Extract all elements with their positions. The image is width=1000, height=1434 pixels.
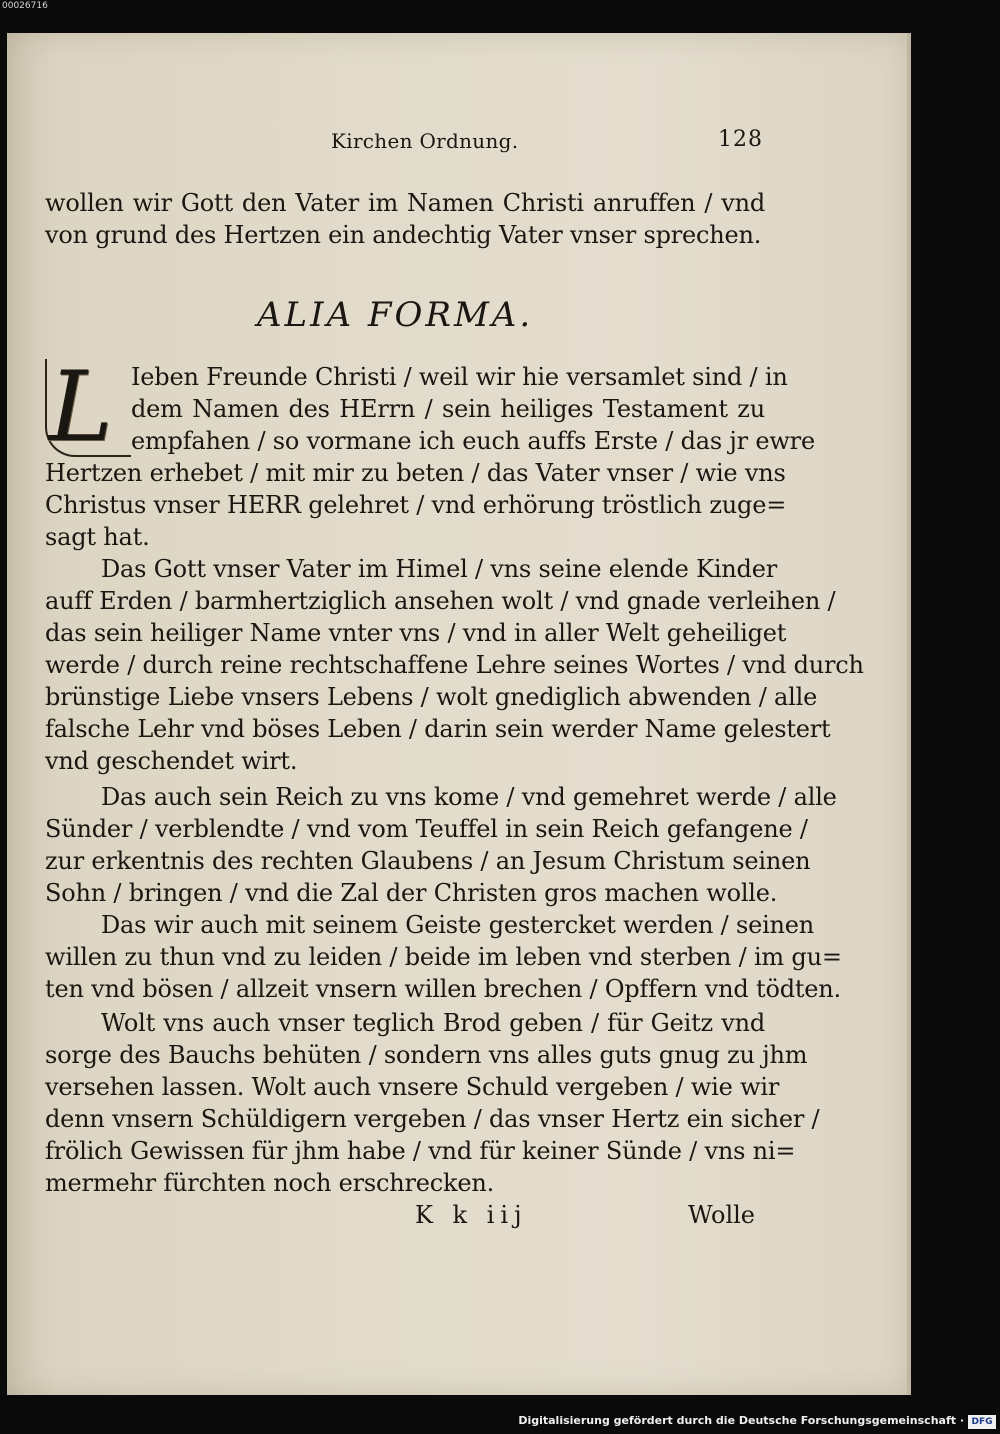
text-line: empfahen / so vormane ich euch auffs Erste / das jr ewre — [131, 427, 815, 455]
section-title: ALIA FORMA. — [257, 295, 534, 335]
text-line: brünstige Liebe vnsers Lebens / wolt gnediglich abwenden / alle — [45, 683, 818, 711]
text-line: Christus vnser HERR gelehret / vnd erhörung tröstlich zuge= — [45, 491, 787, 519]
catchword: Wolle — [687, 1201, 755, 1229]
text-line: dem Namen des HErrn / sein heiliges Testament zu — [131, 395, 765, 423]
text-line: ten vnd bösen / allzeit vnsern willen brechen / Opffern vnd tödten. — [45, 975, 841, 1003]
dfg-credit-bar — [0, 1404, 1000, 1434]
text-line: von grund des Hertzen ein andechtig Vater vnser sprechen. — [45, 221, 762, 249]
page-header — [45, 129, 765, 157]
text-line: mermehr fürchten noch erschrecken. — [45, 1169, 495, 1197]
page-number: 128 — [718, 127, 763, 152]
text-line: frölich Gewissen für jhm habe / vnd für keiner Sünde / vns ni= — [45, 1137, 796, 1165]
text-line: falsche Lehr vnd böses Leben / darin sein werder Name gelestert — [45, 715, 831, 743]
signature-mark: K k iij — [415, 1201, 528, 1229]
running-head: Kirchen Ordnung. — [331, 129, 519, 153]
text-line: Das wir auch mit seinem Geiste gestercket werden / seinen — [101, 911, 815, 939]
text-line: werde / durch reine rechtschaffene Lehre seines Wortes / vnd durch — [45, 651, 864, 679]
text-line: sorge des Bauchs behüten / sondern vns alles guts gnug zu jhm — [45, 1041, 808, 1069]
page-footer — [45, 1201, 765, 1233]
text-line: Das Gott vnser Vater im Himel / vns seine elende Kinder — [101, 555, 777, 583]
text-line: vnd geschendet wirt. — [45, 747, 298, 775]
text-line: auff Erden / barmhertziglich ansehen wolt / vnd gnade verleihen / — [45, 587, 836, 615]
dfg-logo: DFG — [968, 1415, 996, 1429]
text-line: wollen wir Gott den Vater im Namen Christi anruffen / vnd — [45, 189, 765, 217]
scan-id: 00026716 — [2, 1, 48, 11]
text-line: versehen lassen. Wolt auch vnsere Schuld vergeben / wie wir — [45, 1073, 780, 1101]
text-line: Wolt vns auch vnser teglich Brod geben / für Geitz vnd — [101, 1009, 765, 1037]
dfg-credit-text: Digitalisierung gefördert durch die Deutsche Forschungsgemeinschaft · — [518, 1414, 964, 1427]
text-line: willen zu thun vnd zu leiden / beide im leben vnd sterben / im gu= — [45, 943, 842, 971]
text-line: zur erkentnis des rechten Glaubens / an Jesum Christum seinen — [45, 847, 811, 875]
book-page — [7, 33, 911, 1395]
text-line: sagt hat. — [45, 523, 150, 551]
text-line: das sein heiliger Name vnter vns / vnd in aller Welt geheiliget — [45, 619, 787, 647]
page-edge — [907, 33, 911, 1395]
text-line: Sünder / verblendte / vnd vom Teuffel in sein Reich gefangene / — [45, 815, 808, 843]
text-line: Sohn / bringen / vnd die Zal der Christen gros machen wolle. — [45, 879, 778, 907]
text-line: Das auch sein Reich zu vns kome / vnd gemehret werde / alle — [101, 783, 837, 811]
text-line: denn vnsern Schüldigern vergeben / das vnser Hertz ein sicher / — [45, 1105, 820, 1133]
text-line: Hertzen erhebet / mit mir zu beten / das Vater vnser / wie vns — [45, 459, 786, 487]
drop-cap: L — [49, 351, 113, 463]
text-line: Ieben Freunde Christi / weil wir hie versamlet sind / in — [131, 363, 788, 391]
